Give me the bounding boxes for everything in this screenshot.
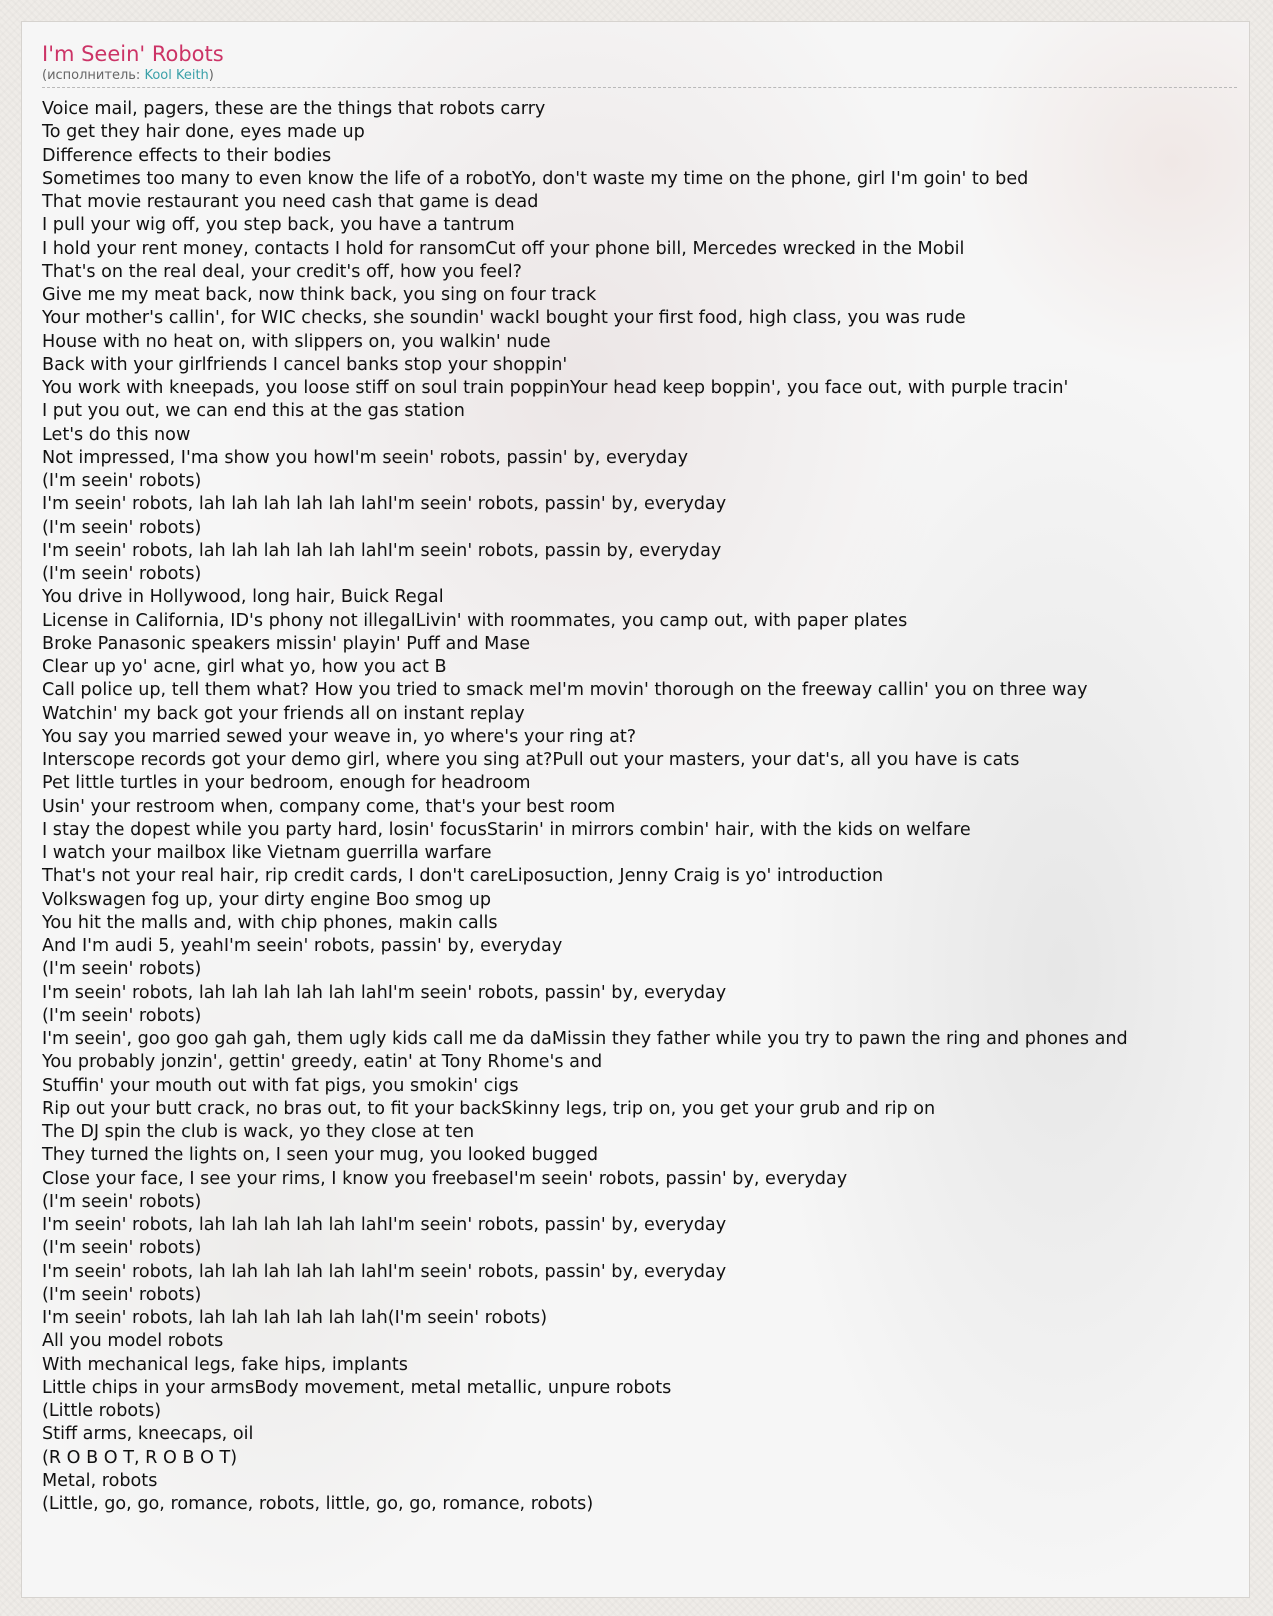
song-header: [42, 40, 1237, 88]
lyric-line: Sometimes too many to even know the life of a robotYo, don't waste my time on the phone, girl I'm goin' to bed: [42, 168, 1029, 189]
lyric-line: I pull your wig off, you step back, you have a tantrum: [42, 215, 515, 236]
lyric-line: Little chips in your armsBody movement, metal metallic, unpure robots: [42, 1377, 672, 1398]
lyric-line: I'm seein', goo goo gah gah, them ugly kids call me da daMissin they father while you try to pawn the ring and phones and: [42, 1029, 1128, 1049]
lyric-line: Metal, robots: [42, 1470, 158, 1491]
lyric-line: That movie restaurant you need cash that game is dead: [42, 192, 539, 212]
lyric-line: To get they hair done, eyes made up: [42, 122, 365, 143]
lyric-line: (I'm seein' robots): [42, 517, 202, 538]
artist-line: [42, 68, 1237, 84]
lyric-line: (I'm seein' robots): [42, 471, 202, 491]
artist-suffix: ): [208, 68, 214, 83]
lyric-line: House with no heat on, with slippers on, you walkin' nude: [42, 331, 551, 352]
lyric-line: I'm seein' robots, lah lah lah lah lah lahI'm seein' robots, passin by, everyday: [42, 540, 722, 561]
lyric-line: I hold your rent money, contacts I hold for ransomCut off your phone bill, Mercedes wrecked in the Mobil: [42, 238, 965, 259]
lyric-line: Interscope records got your demo girl, where you sing at?Pull out your masters, your dat's, all you have is cats: [42, 750, 1020, 770]
lyric-line: Give me my meat back, now think back, you sing on four track: [42, 285, 597, 305]
lyric-line: I'm seein' robots, lah lah lah lah lah lahI'm seein' robots, passin' by, everyday: [42, 1261, 727, 1282]
lyric-line: Back with your girlfriends I cancel banks stop your shoppin': [42, 354, 568, 375]
lyric-line: All you model robots: [42, 1331, 224, 1352]
song-title: I'm Seein' Robots: [42, 42, 224, 66]
lyric-line: Clear up yo' acne, girl what yo, how you act B: [42, 657, 447, 677]
lyric-line: That's not your real hair, rip credit cards, I don't careLiposuction, Jenny Craig is yo' introduction: [42, 866, 884, 887]
artist-prefix: (исполнитель:: [42, 68, 145, 83]
lyric-line: You say you married sewed your weave in, yo where's your ring at?: [42, 726, 637, 747]
lyrics-body: [42, 98, 1128, 1516]
lyrics-card: [21, 21, 1250, 1598]
lyric-line: Voice mail, pagers, these are the things that robots carry: [42, 99, 546, 119]
lyric-line: With mechanical legs, fake hips, implants: [42, 1354, 408, 1375]
lyric-line: License in California, ID's phony not illegalLivin' with roommates, you camp out, with paper plates: [42, 610, 908, 631]
lyric-line: Your mother's callin', for WIC checks, she soundin' wackI bought your first food, high class, you was rude: [42, 308, 966, 329]
lyric-line: (R O B O T, R O B O T): [42, 1447, 238, 1468]
lyric-line: I'm seein' robots, lah lah lah lah lah lahI'm seein' robots, passin' by, everyday: [42, 494, 727, 515]
lyric-line: Usin' your restroom when, company come, that's your best room: [42, 796, 616, 817]
lyric-line: Volkswagen fog up, your dirty engine Boo smog up: [42, 889, 492, 910]
lyric-line: You drive in Hollywood, long hair, Buick Regal: [42, 587, 444, 608]
lyric-line: You probably jonzin', gettin' greedy, eatin' at Tony Rhome's and: [42, 1052, 603, 1073]
lyric-line: Difference effects to their bodies: [42, 145, 332, 166]
lyric-line: (I'm seein' robots): [42, 959, 202, 980]
lyric-line: I'm seein' robots, lah lah lah lah lah lah(I'm seein' robots): [42, 1308, 548, 1328]
lyric-line: I put you out, we can end this at the gas station: [42, 401, 465, 422]
lyric-line: (I'm seein' robots): [42, 1191, 202, 1212]
lyric-line: The DJ spin the club is wack, yo they close at ten: [42, 1122, 475, 1142]
lyric-line: They turned the lights on, I seen your mug, you looked bugged: [42, 1145, 599, 1166]
lyric-line: That's on the real deal, your credit's off, how you feel?: [42, 261, 522, 282]
lyric-line: (Little, go, go, romance, robots, little, go, go, romance, robots): [42, 1494, 594, 1514]
lyric-line: Pet little turtles in your bedroom, enough for headroom: [42, 773, 531, 794]
lyric-line: Stuffin' your mouth out with fat pigs, you smokin' cigs: [42, 1075, 519, 1096]
lyric-line: I'm seein' robots, lah lah lah lah lah lahI'm seein' robots, passin' by, everyday: [42, 1215, 727, 1235]
lyric-line: You hit the malls and, with chip phones, makin calls: [42, 912, 498, 933]
lyric-line: You work with kneepads, you loose stiff on soul train poppinYour head keep boppin', you face out, with purple tracin': [42, 378, 1069, 398]
lyric-line: I stay the dopest while you party hard, losin' focusStarin' in mirrors combin' hair, with the kids on welfare: [42, 819, 971, 840]
artist-link[interactable]: Kool Keith: [144, 68, 209, 83]
lyric-line: Close your face, I see your rims, I know you freebaseI'm seein' robots, passin' by, everyday: [42, 1168, 848, 1189]
lyric-line: And I'm audi 5, yeahI'm seein' robots, passin' by, everyday: [42, 936, 563, 956]
lyric-line: Watchin' my back got your friends all on instant replay: [42, 703, 525, 724]
lyric-line: Rip out your butt crack, no bras out, to fit your backSkinny legs, trip on, you get your grub and rip on: [42, 1098, 936, 1119]
lyric-line: (I'm seein' robots): [42, 1238, 202, 1259]
lyric-line: (I'm seein' robots): [42, 564, 202, 584]
lyric-line: (Little robots): [42, 1401, 162, 1421]
lyric-line: Call police up, tell them what? How you tried to smack meI'm movin' thorough on the freeway callin' you on three way: [42, 680, 1088, 701]
lyric-line: (I'm seein' robots): [42, 1005, 202, 1026]
lyric-line: Stiff arms, kneecaps, oil: [42, 1424, 254, 1445]
lyric-line: I'm seein' robots, lah lah lah lah lah lahI'm seein' robots, passin' by, everyday: [42, 982, 727, 1003]
lyric-line: I watch your mailbox like Vietnam guerrilla warfare: [42, 843, 492, 863]
lyric-line: Broke Panasonic speakers missin' playin' Puff and Mase: [42, 633, 531, 654]
lyric-line: Let's do this now: [42, 424, 191, 445]
lyric-line: Not impressed, I'ma show you howI'm seein' robots, passin' by, everyday: [42, 447, 689, 468]
lyric-line: (I'm seein' robots): [42, 1284, 202, 1305]
